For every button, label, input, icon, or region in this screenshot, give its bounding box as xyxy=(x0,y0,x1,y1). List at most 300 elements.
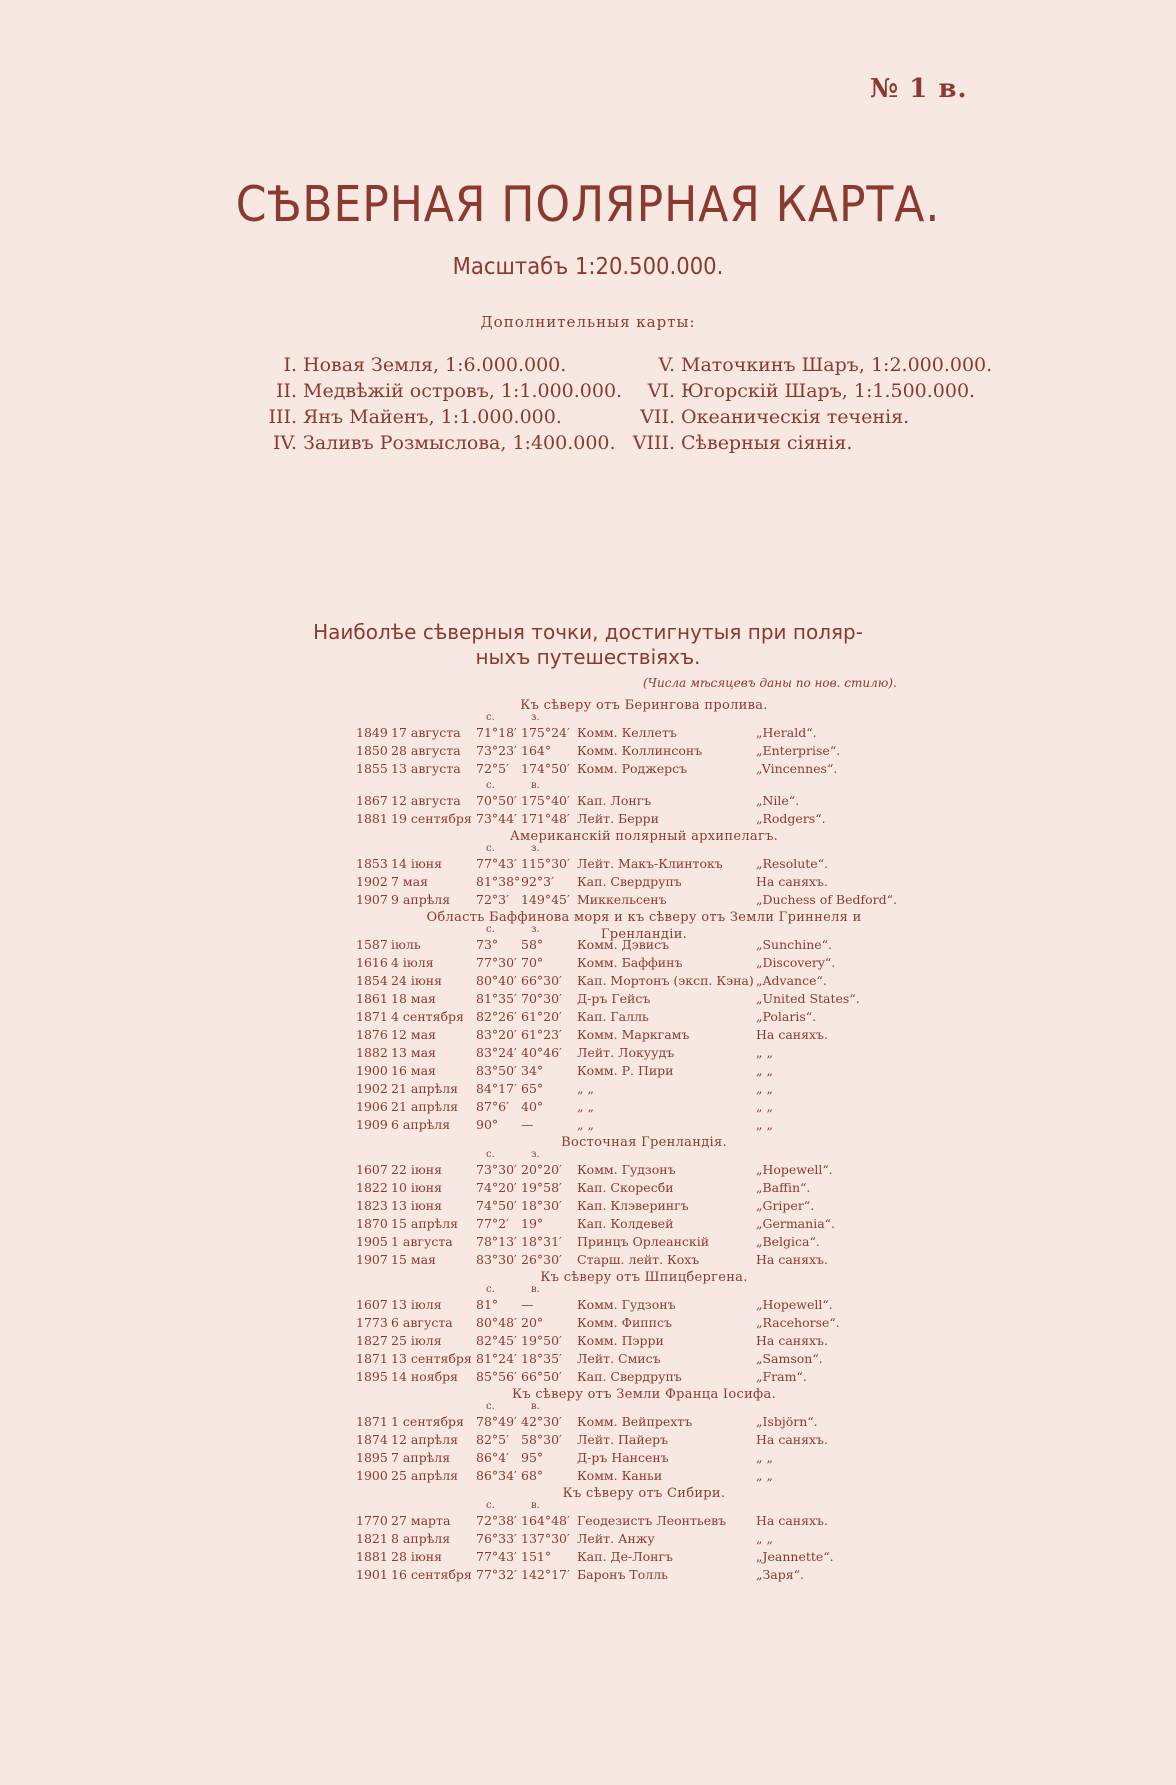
map-label: Сѣверныя сіянія. xyxy=(681,432,853,454)
date-cell: 13 сентября xyxy=(391,1351,472,1366)
longitude-direction: в. xyxy=(531,780,540,791)
vessel-cell: „Discovery“. xyxy=(756,955,836,970)
longitude-direction: в. xyxy=(531,1500,540,1511)
latitude-cell: 72°3′ xyxy=(476,892,509,907)
vessel-cell: „Nile“. xyxy=(756,793,800,808)
vessel-cell: „Germania“. xyxy=(756,1216,836,1231)
latitude-cell: 77°43′ xyxy=(476,1549,517,1564)
vessel-cell: „Polaris“. xyxy=(756,1009,817,1024)
table-row xyxy=(344,724,944,742)
latitude-cell: 78°49′ xyxy=(476,1414,517,1429)
longitude-cell: 19° xyxy=(521,1216,544,1231)
longitude-cell: 42°30′ xyxy=(521,1414,562,1429)
table-row xyxy=(344,1026,944,1044)
section-heading-line: Наиболѣе сѣверныя точки, достигнутыя при поляр- xyxy=(313,620,863,644)
date-cell: 15 апрѣля xyxy=(391,1216,459,1231)
section-heading xyxy=(0,620,1176,670)
table-row xyxy=(344,1044,944,1062)
table-row xyxy=(344,1566,944,1584)
leader-cell: Принцъ Орлеанскій xyxy=(577,1234,710,1249)
year-cell: 1607 xyxy=(356,1162,388,1177)
vessel-cell: „Rodgers“. xyxy=(756,811,826,826)
table-row xyxy=(344,742,944,760)
longitude-cell: 95° xyxy=(521,1450,544,1465)
year-cell: 1900 xyxy=(356,1468,388,1483)
year-cell: 1861 xyxy=(356,991,388,1006)
table-row xyxy=(344,1350,944,1368)
year-cell: 1616 xyxy=(356,955,388,970)
year-cell: 1871 xyxy=(356,1351,388,1366)
region-title: Американскій полярный архипелагъ. xyxy=(509,829,779,844)
longitude-cell: 58°30′ xyxy=(521,1432,562,1447)
table-row xyxy=(344,1080,944,1098)
expeditions-table xyxy=(344,697,944,1584)
leader-cell: Кап. Колдевей xyxy=(577,1216,674,1231)
longitude-cell: 18°35′ xyxy=(521,1351,562,1366)
latitude-cell: 74°20′ xyxy=(476,1180,517,1195)
year-cell: 1827 xyxy=(356,1333,388,1348)
latitude-cell: 80°48′ xyxy=(476,1315,517,1330)
leader-cell: Комм. Роджерсъ xyxy=(577,761,688,776)
longitude-cell: 20°20′ xyxy=(521,1162,562,1177)
date-cell: 28 іюня xyxy=(391,1549,442,1564)
table-row xyxy=(344,760,944,778)
vessel-cell: „Advance“. xyxy=(756,973,827,988)
table-row xyxy=(344,954,944,972)
latitude-cell: 83°30′ xyxy=(476,1252,517,1267)
latitude-cell: 72°5′ xyxy=(476,761,509,776)
additional-map-item xyxy=(630,430,992,456)
date-cell: 13 августа xyxy=(391,761,461,776)
vessel-cell: „Enterprise“. xyxy=(756,743,841,758)
longitude-cell: 40° xyxy=(521,1099,544,1114)
latitude-cell: 73°30′ xyxy=(476,1162,517,1177)
longitude-cell: 164°48′ xyxy=(521,1513,570,1528)
year-cell: 1907 xyxy=(356,892,388,907)
date-cell: 6 апрѣля xyxy=(391,1117,451,1132)
latitude-cell: 74°50′ xyxy=(476,1198,517,1213)
map-number: II. xyxy=(275,380,297,402)
direction-labels xyxy=(344,714,944,724)
additional-maps-right-column xyxy=(630,352,992,456)
vessel-cell: „Jeannette“. xyxy=(756,1549,834,1564)
longitude-cell: 164° xyxy=(521,743,552,758)
leader-cell: Комм. Фиппсъ xyxy=(577,1315,672,1330)
leader-cell: Комм. Пэрри xyxy=(577,1333,664,1348)
additional-map-item xyxy=(265,404,622,430)
latitude-cell: 82°45′ xyxy=(476,1333,517,1348)
date-cell: 9 апрѣля xyxy=(391,892,451,907)
year-cell: 1870 xyxy=(356,1216,388,1231)
region-title: Къ сѣверу отъ Шпицбергена. xyxy=(540,1270,748,1285)
date-cell: 1 сентября xyxy=(391,1414,464,1429)
leader-cell: Кап. Свердрупъ xyxy=(577,1369,682,1384)
longitude-cell: 58° xyxy=(521,937,544,952)
latitude-cell: 70°50′ xyxy=(476,793,517,808)
latitude-cell: 82°26′ xyxy=(476,1009,517,1024)
longitude-cell: 175°24′ xyxy=(521,725,570,740)
latitude-cell: 83°24′ xyxy=(476,1045,517,1060)
additional-map-item xyxy=(630,404,992,430)
longitude-cell: 61°23′ xyxy=(521,1027,562,1042)
year-cell: 1854 xyxy=(356,973,388,988)
table-row xyxy=(344,1197,944,1215)
leader-cell: Комм. Гудзонъ xyxy=(577,1162,676,1177)
direction-labels xyxy=(344,782,944,792)
longitude-cell: 142°17′ xyxy=(521,1567,570,1582)
table-row xyxy=(344,1233,944,1251)
latitude-cell: 81°38° xyxy=(476,874,521,889)
vessel-cell: „ „ xyxy=(756,1081,773,1096)
date-cell: 4 сентября xyxy=(391,1009,464,1024)
leader-cell: Д-ръ Гейсъ xyxy=(577,991,651,1006)
additional-map-item xyxy=(265,430,622,456)
latitude-direction: с. xyxy=(486,1500,495,1511)
table-row xyxy=(344,1251,944,1269)
leader-cell: „ „ xyxy=(577,1099,594,1114)
date-cell: 14 ноября xyxy=(391,1369,459,1384)
longitude-cell: 19°58′ xyxy=(521,1180,562,1195)
longitude-direction: в. xyxy=(531,1401,540,1412)
longitude-cell: 151° xyxy=(521,1549,552,1564)
leader-cell: Комм. Келлетъ xyxy=(577,725,677,740)
date-cell: 12 апрѣля xyxy=(391,1432,459,1447)
leader-cell: Кап. Мортонъ (эксп. Кэна) xyxy=(577,973,754,988)
latitude-cell: 71°18′ xyxy=(476,725,517,740)
vessel-cell: На саняхъ. xyxy=(756,874,828,889)
longitude-cell: 18°30′ xyxy=(521,1198,562,1213)
longitude-direction: з. xyxy=(531,924,540,935)
longitude-cell: 92°3′ xyxy=(521,874,554,889)
latitude-cell: 81°24′ xyxy=(476,1351,517,1366)
leader-cell: Комм. Р. Пири xyxy=(577,1063,674,1078)
table-row xyxy=(344,1431,944,1449)
date-cell: 15 мая xyxy=(391,1252,436,1267)
latitude-cell: 73° xyxy=(476,937,499,952)
map-label: Новая Земля, 1:6.000.000. xyxy=(303,354,567,376)
latitude-cell: 85°56′ xyxy=(476,1369,517,1384)
leader-cell: Кап. Галль xyxy=(577,1009,649,1024)
year-cell: 1882 xyxy=(356,1045,388,1060)
date-cell: 12 августа xyxy=(391,793,461,808)
region-title: Къ сѣверу отъ Сибири. xyxy=(562,1486,726,1501)
latitude-cell: 81° xyxy=(476,1297,499,1312)
year-cell: 1902 xyxy=(356,874,388,889)
year-cell: 1895 xyxy=(356,1369,388,1384)
year-cell: 1905 xyxy=(356,1234,388,1249)
map-number: VII. xyxy=(640,406,675,428)
leader-cell: Кап. Клэверингъ xyxy=(577,1198,689,1213)
date-cell: 14 іюня xyxy=(391,856,442,871)
year-cell: 1871 xyxy=(356,1009,388,1024)
additional-maps-left-column xyxy=(265,352,622,456)
date-cell: 8 апрѣля xyxy=(391,1531,451,1546)
year-cell: 1871 xyxy=(356,1414,388,1429)
latitude-cell: 78°13′ xyxy=(476,1234,517,1249)
leader-cell: Д-ръ Нансенъ xyxy=(577,1450,669,1465)
map-number: VI. xyxy=(647,380,675,402)
date-cell: 13 іюля xyxy=(391,1297,442,1312)
longitude-cell: 149°45′ xyxy=(521,892,570,907)
table-row xyxy=(344,1215,944,1233)
year-cell: 1881 xyxy=(356,811,388,826)
latitude-direction: с. xyxy=(486,780,495,791)
vessel-cell: На саняхъ. xyxy=(756,1333,828,1348)
latitude-cell: 86°34′ xyxy=(476,1468,517,1483)
direction-labels xyxy=(344,1502,944,1512)
map-label: Океаническія теченія. xyxy=(681,406,910,428)
table-row xyxy=(344,1161,944,1179)
latitude-direction: с. xyxy=(486,1284,495,1295)
leader-cell: Комм. Каньи xyxy=(577,1468,663,1483)
table-row xyxy=(344,1116,944,1134)
vessel-cell: На саняхъ. xyxy=(756,1252,828,1267)
leader-cell: Комм. Вейпрехтъ xyxy=(577,1414,693,1429)
longitude-cell: 26°30′ xyxy=(521,1252,562,1267)
longitude-cell: — xyxy=(521,1297,534,1312)
leader-cell: Комм. Дэвисъ xyxy=(577,937,670,952)
leader-cell: Баронъ Толль xyxy=(577,1567,668,1582)
latitude-cell: 90° xyxy=(476,1117,499,1132)
direction-labels xyxy=(344,1403,944,1413)
table-row xyxy=(344,810,944,828)
table-row xyxy=(344,792,944,810)
date-cell: іюль xyxy=(391,937,421,952)
map-label: Заливъ Розмыслова, 1:400.000. xyxy=(303,432,616,454)
vessel-cell: „ „ xyxy=(756,1531,773,1546)
longitude-cell: 34° xyxy=(521,1063,544,1078)
additional-map-item xyxy=(630,352,992,378)
leader-cell: Лейт. Пайеръ xyxy=(577,1432,669,1447)
vessel-cell: „Sunchine“. xyxy=(756,937,833,952)
region-title: Къ сѣверу отъ Берингова пролива. xyxy=(520,698,768,713)
latitude-direction: с. xyxy=(486,843,495,854)
date-cell: 21 апрѣля xyxy=(391,1081,459,1096)
leader-cell: „ „ xyxy=(577,1117,594,1132)
year-cell: 1867 xyxy=(356,793,388,808)
vessel-cell: „Samson“. xyxy=(756,1351,823,1366)
vessel-cell: „ „ xyxy=(756,1450,773,1465)
year-cell: 1849 xyxy=(356,725,388,740)
table-row xyxy=(344,891,944,909)
leader-cell: Комм. Коллинсонъ xyxy=(577,743,703,758)
longitude-cell: — xyxy=(521,1117,534,1132)
leader-cell: Кап. Скоресби xyxy=(577,1180,674,1195)
date-cell: 28 августа xyxy=(391,743,461,758)
year-cell: 1900 xyxy=(356,1063,388,1078)
leader-cell: „ „ xyxy=(577,1081,594,1096)
region-title: Къ сѣверу отъ Земли Франца Іосифа. xyxy=(511,1387,777,1402)
latitude-direction: с. xyxy=(486,1149,495,1160)
year-cell: 1881 xyxy=(356,1549,388,1564)
date-cell: 25 іюля xyxy=(391,1333,442,1348)
additional-map-item xyxy=(630,378,992,404)
vessel-cell: „Isbjörn“. xyxy=(756,1414,818,1429)
latitude-cell: 76°33′ xyxy=(476,1531,517,1546)
date-cell: 22 іюня xyxy=(391,1162,442,1177)
table-row xyxy=(344,1332,944,1350)
longitude-cell: 40°46′ xyxy=(521,1045,562,1060)
latitude-direction: с. xyxy=(486,924,495,935)
vessel-cell: „ „ xyxy=(756,1468,773,1483)
latitude-cell: 77°32′ xyxy=(476,1567,517,1582)
page-title: СѢВЕРНАЯ ПОЛЯРНАЯ КАРТА. xyxy=(235,176,941,233)
vessel-cell: На саняхъ. xyxy=(756,1027,828,1042)
date-cell: 27 марта xyxy=(391,1513,451,1528)
table-row xyxy=(344,972,944,990)
vessel-cell: „ „ xyxy=(756,1045,773,1060)
vessel-cell: На саняхъ. xyxy=(756,1432,828,1447)
year-cell: 1855 xyxy=(356,761,388,776)
longitude-direction: з. xyxy=(531,1149,540,1160)
longitude-direction: в. xyxy=(531,1284,540,1295)
vessel-cell: „ „ xyxy=(756,1099,773,1114)
date-cell: 21 апрѣля xyxy=(391,1099,459,1114)
latitude-cell: 83°50′ xyxy=(476,1063,517,1078)
table-row xyxy=(344,1413,944,1431)
date-cell: 13 іюня xyxy=(391,1198,442,1213)
year-cell: 1853 xyxy=(356,856,388,871)
year-cell: 1770 xyxy=(356,1513,388,1528)
longitude-cell: 68° xyxy=(521,1468,544,1483)
leader-cell: Лейт. Анжу xyxy=(577,1531,655,1546)
latitude-cell: 73°23′ xyxy=(476,743,517,758)
section-heading-line: ныхъ путешествіяхъ. xyxy=(475,645,701,669)
date-cell: 7 апрѣля xyxy=(391,1450,451,1465)
region-title: Область Баффинова моря и къ сѣверу отъ Земли Гриннеля и Гренландіи. xyxy=(426,910,862,942)
leader-cell: Геодезистъ Леонтьевъ xyxy=(577,1513,727,1528)
vessel-cell: „Belgica“. xyxy=(756,1234,820,1249)
longitude-cell: 70° xyxy=(521,955,544,970)
vessel-cell: На саняхъ. xyxy=(756,1513,828,1528)
year-cell: 1909 xyxy=(356,1117,388,1132)
leader-cell: Кап. Де-Лонгъ xyxy=(577,1549,673,1564)
vessel-cell: „Vincennes“. xyxy=(756,761,838,776)
longitude-cell: 70°30′ xyxy=(521,991,562,1006)
date-cell: 19 сентября xyxy=(391,811,472,826)
leader-cell: Миккельсенъ xyxy=(577,892,667,907)
latitude-cell: 81°35′ xyxy=(476,991,517,1006)
table-row xyxy=(344,1062,944,1080)
map-label: Маточкинъ Шаръ, 1:2.000.000. xyxy=(681,354,993,376)
longitude-cell: 66°30′ xyxy=(521,973,562,988)
leader-cell: Комм. Маркгамъ xyxy=(577,1027,690,1042)
latitude-cell: 72°38′ xyxy=(476,1513,517,1528)
longitude-cell: 66°50′ xyxy=(521,1369,562,1384)
latitude-cell: 86°4′ xyxy=(476,1450,509,1465)
year-cell: 1907 xyxy=(356,1252,388,1267)
latitude-direction: с. xyxy=(486,712,495,723)
map-label: Янъ Майенъ, 1:1.000.000. xyxy=(303,406,562,428)
longitude-cell: 18°31′ xyxy=(521,1234,562,1249)
style-note: (Числа мѣсяцевъ даны по нов. стилю). xyxy=(643,676,897,690)
map-number: V. xyxy=(658,354,675,376)
longitude-cell: 20° xyxy=(521,1315,544,1330)
vessel-cell: „Herald“. xyxy=(756,725,817,740)
date-cell: 17 августа xyxy=(391,725,461,740)
longitude-cell: 171°48′ xyxy=(521,811,570,826)
map-scale: Масштабъ 1:20.500.000. xyxy=(452,254,724,280)
table-row xyxy=(344,1467,944,1485)
table-row xyxy=(344,873,944,891)
direction-labels xyxy=(344,1151,944,1161)
longitude-direction: з. xyxy=(531,712,540,723)
table-row xyxy=(344,936,944,954)
leader-cell: Лейт. Локуудъ xyxy=(577,1045,675,1060)
date-cell: 16 мая xyxy=(391,1063,436,1078)
table-row xyxy=(344,1098,944,1116)
leader-cell: Старш. лейт. Кохъ xyxy=(577,1252,700,1267)
direction-labels xyxy=(344,926,944,936)
additional-map-item xyxy=(265,378,622,404)
vessel-cell: „Hopewell“. xyxy=(756,1162,833,1177)
year-cell: 1901 xyxy=(356,1567,388,1582)
year-cell: 1906 xyxy=(356,1099,388,1114)
vessel-cell: „Baffin“. xyxy=(756,1180,811,1195)
vessel-cell: „Racehorse“. xyxy=(756,1315,840,1330)
year-cell: 1607 xyxy=(356,1297,388,1312)
vessel-cell: „Hopewell“. xyxy=(756,1297,833,1312)
longitude-cell: 137°30′ xyxy=(521,1531,570,1546)
vessel-cell: „Griper“. xyxy=(756,1198,815,1213)
date-cell: 25 апрѣля xyxy=(391,1468,459,1483)
map-label: Медвѣжій островъ, 1:1.000.000. xyxy=(303,380,623,402)
year-cell: 1773 xyxy=(356,1315,388,1330)
direction-labels xyxy=(344,1286,944,1296)
latitude-cell: 73°44′ xyxy=(476,811,517,826)
map-label: Югорскій Шаръ, 1:1.500.000. xyxy=(681,380,976,402)
date-cell: 13 мая xyxy=(391,1045,436,1060)
date-cell: 24 іюня xyxy=(391,973,442,988)
date-cell: 10 іюня xyxy=(391,1180,442,1195)
latitude-cell: 84°17′ xyxy=(476,1081,517,1096)
direction-labels xyxy=(344,845,944,855)
date-cell: 6 августа xyxy=(391,1315,453,1330)
date-cell: 18 мая xyxy=(391,991,436,1006)
map-number: IV. xyxy=(273,432,297,454)
year-cell: 1821 xyxy=(356,1531,388,1546)
table-row xyxy=(344,1008,944,1026)
leader-cell: Комм. Гудзонъ xyxy=(577,1297,676,1312)
additional-map-item xyxy=(265,352,622,378)
table-row xyxy=(344,1449,944,1467)
latitude-cell: 77°30′ xyxy=(476,955,517,970)
longitude-cell: 61°20′ xyxy=(521,1009,562,1024)
year-cell: 1876 xyxy=(356,1027,388,1042)
vessel-cell: „ „ xyxy=(756,1117,773,1132)
year-cell: 1587 xyxy=(356,937,388,952)
latitude-cell: 87°6′ xyxy=(476,1099,509,1114)
longitude-cell: 65° xyxy=(521,1081,544,1096)
year-cell: 1823 xyxy=(356,1198,388,1213)
vessel-cell: „United States“. xyxy=(756,991,860,1006)
table-row xyxy=(344,1296,944,1314)
leader-cell: Лейт. Смисъ xyxy=(577,1351,661,1366)
region-title: Восточная Гренландія. xyxy=(561,1135,727,1150)
longitude-cell: 19°50′ xyxy=(521,1333,562,1348)
leader-cell: Лейт. Берри xyxy=(577,811,659,826)
year-cell: 1874 xyxy=(356,1432,388,1447)
table-row xyxy=(344,855,944,873)
vessel-cell: „Fram“. xyxy=(756,1369,807,1384)
latitude-cell: 77°43′ xyxy=(476,856,517,871)
table-row xyxy=(344,1368,944,1386)
date-cell: 4 іюля xyxy=(391,955,434,970)
table-row xyxy=(344,1179,944,1197)
year-cell: 1895 xyxy=(356,1450,388,1465)
vessel-cell: „Duchess of Bedford“. xyxy=(756,892,898,907)
longitude-cell: 175°40′ xyxy=(521,793,570,808)
